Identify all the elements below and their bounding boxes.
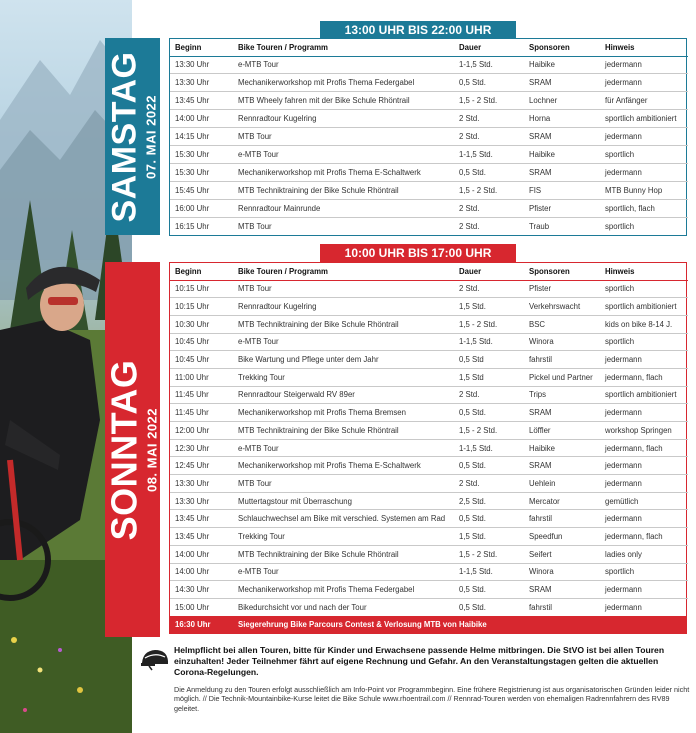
cell-programm: Rennradtour Mainrunde <box>233 199 454 217</box>
cell-sponsor: Haibike <box>524 439 600 457</box>
cell-beginn: 11:45 Uhr <box>170 404 233 422</box>
award-ceremony-row <box>170 616 686 633</box>
saturday-time-range: 13:00 UHR BIS 22:00 UHR <box>320 21 516 39</box>
header-beginn: Beginn <box>170 39 233 56</box>
cell-sponsor: Speedfun <box>524 528 600 546</box>
cell-hinweis: ladies only <box>600 545 688 563</box>
cell-hinweis: sportlich ambitioniert <box>600 386 688 404</box>
cell-programm: Rennradtour Kugelring <box>233 110 454 128</box>
cell-programm: Trekking Tour <box>233 528 454 546</box>
table-row <box>170 581 688 599</box>
cell-hinweis: für Anfänger <box>600 92 688 110</box>
cell-sponsor: fahrstil <box>524 510 600 528</box>
cell-hinweis: jedermann <box>600 74 688 92</box>
table-row <box>170 199 688 217</box>
cell-hinweis: jedermann, flach <box>600 368 688 386</box>
cell-programm: Mechanikerworkshop mit Profis Thema E-Schaltwerk <box>233 163 454 181</box>
cell-programm: MTB Tour <box>233 475 454 493</box>
cell-sponsor: Traub <box>524 217 600 235</box>
award-ceremony-text: Siegerehrung Bike Parcours Contest & Verlosung MTB von Haibike <box>238 620 487 630</box>
cell-sponsor: Haibike <box>524 145 600 163</box>
cell-beginn: 10:15 Uhr <box>175 284 210 294</box>
cell-programm: MTB Tour <box>233 217 454 235</box>
cell-dauer: 1,5 Std. <box>454 298 524 316</box>
cell-programm: Trekking Tour <box>233 368 454 386</box>
cell-programm: MTB Techniktraining der Bike Schule Rhöntrail <box>233 422 454 440</box>
cell-programm: Schlauchwechsel am Bike mit verschied. Systemen am Rad <box>233 510 454 528</box>
cell-sponsor: Lochner <box>524 92 600 110</box>
cell-programm: Mechanikerworkshop mit Profis Thema Bremsen <box>233 404 454 422</box>
table-row <box>170 528 688 546</box>
cell-dauer: 0,5 Std. <box>454 457 524 475</box>
table-row <box>170 475 688 493</box>
cell-hinweis: jedermann <box>600 351 688 369</box>
cell-dauer: 2 Std. <box>454 199 524 217</box>
cell-sponsor: Löffler <box>524 422 600 440</box>
header-sponsoren: Sponsoren <box>524 39 600 56</box>
cell-dauer: 1,5 - 2 Std. <box>454 545 524 563</box>
cell-beginn: 13:45 Uhr <box>170 92 233 110</box>
cell-dauer: 1-1,5 Std. <box>454 333 524 351</box>
cell-hinweis: sportlich ambitioniert <box>600 110 688 128</box>
cell-beginn: 13:30 Uhr <box>175 60 210 70</box>
cell-beginn: 13:30 Uhr <box>170 475 233 493</box>
cell-programm: Rennradtour Kugelring <box>233 298 454 316</box>
header-dauer: Dauer <box>454 263 524 280</box>
cell-sponsor: SRAM <box>524 163 600 181</box>
cell-dauer: 2,5 Std. <box>454 492 524 510</box>
cell-hinweis: jedermann, flach <box>600 439 688 457</box>
cell-programm: e-MTB Tour <box>233 145 454 163</box>
cell-beginn: 11:45 Uhr <box>170 386 233 404</box>
cell-sponsor: SRAM <box>524 581 600 599</box>
cell-sponsor: fahrstil <box>524 351 600 369</box>
cell-dauer: 1-1,5 Std. <box>454 145 524 163</box>
cell-sponsor: Winora <box>524 333 600 351</box>
cell-beginn: 10:45 Uhr <box>170 333 233 351</box>
cell-hinweis: jedermann, flach <box>600 528 688 546</box>
table-row <box>170 510 688 528</box>
cell-dauer: 0,5 Std. <box>454 404 524 422</box>
saturday-day-banner <box>105 38 160 235</box>
cell-dauer: 0,5 Std. <box>454 163 524 181</box>
cell-sponsor: Trips <box>524 386 600 404</box>
table-row <box>170 315 688 333</box>
cell-dauer: 2 Std. <box>459 284 480 294</box>
cell-dauer: 1-1,5 Std. <box>459 60 493 70</box>
table-row <box>170 128 688 146</box>
cell-hinweis: MTB Bunny Hop <box>600 181 688 199</box>
cell-beginn: 12:45 Uhr <box>170 457 233 475</box>
cell-hinweis: sportlich, flach <box>600 199 688 217</box>
cell-hinweis: sportlich ambitioniert <box>600 298 688 316</box>
cell-dauer: 0,5 Std. <box>454 74 524 92</box>
cell-dauer: 2 Std. <box>454 128 524 146</box>
cell-sponsor: BSC <box>524 315 600 333</box>
sunday-date: 08. MAI 2022 <box>144 407 160 492</box>
cell-beginn: 16:00 Uhr <box>170 199 233 217</box>
cell-programm: MTB Tour <box>233 128 454 146</box>
cell-sponsor: fahrstil <box>524 598 600 616</box>
table-row <box>170 563 688 581</box>
cell-programm: e-MTB Tour <box>233 563 454 581</box>
cell-sponsor: Horna <box>524 110 600 128</box>
cell-programm: Bikedurchsicht vor und nach der Tour <box>233 598 454 616</box>
cell-sponsor: Mercator <box>524 492 600 510</box>
cell-dauer: 1,5 - 2 Std. <box>454 422 524 440</box>
cell-hinweis: sportlich <box>600 145 688 163</box>
table-row <box>170 545 688 563</box>
cell-hinweis: jedermann <box>600 404 688 422</box>
header-programm: Bike Touren / Programm <box>233 263 454 280</box>
cell-programm: Mechanikerworkshop mit Profis Thema E-Schaltwerk <box>233 457 454 475</box>
cell-sponsor: FIS <box>524 181 600 199</box>
sunday-time-range: 10:00 UHR BIS 17:00 UHR <box>320 244 516 262</box>
table-row <box>170 351 688 369</box>
cell-hinweis: kids on bike 8-14 J. <box>600 315 688 333</box>
cell-programm: e-MTB Tour <box>233 333 454 351</box>
cell-programm: Bike Wartung und Pflege unter dem Jahr <box>233 351 454 369</box>
cell-programm: Mechanikerworkshop mit Profis Thema Federgabel <box>233 74 454 92</box>
table-row <box>170 110 688 128</box>
cell-beginn: 14:15 Uhr <box>170 128 233 146</box>
table-row <box>170 457 688 475</box>
table-row <box>170 280 688 298</box>
cell-beginn: 11:00 Uhr <box>170 368 233 386</box>
cell-hinweis: jedermann <box>600 457 688 475</box>
cell-dauer: 0,5 Std. <box>454 581 524 599</box>
cell-beginn: 14:00 Uhr <box>170 563 233 581</box>
header-programm: Bike Touren / Programm <box>233 39 454 56</box>
table-row <box>170 145 688 163</box>
cell-dauer: 1,5 Std. <box>454 528 524 546</box>
cell-sponsor: Uehlein <box>524 475 600 493</box>
cell-dauer: 1,5 - 2 Std. <box>454 181 524 199</box>
cell-dauer: 1-1,5 Std. <box>454 563 524 581</box>
header-hinweis: Hinweis <box>600 263 688 280</box>
cell-hinweis: sportlich <box>600 217 688 235</box>
cell-beginn: 13:30 Uhr <box>170 492 233 510</box>
cell-programm: Mechanikerworkshop mit Profis Thema Federgabel <box>233 581 454 599</box>
cell-beginn: 15:30 Uhr <box>170 145 233 163</box>
table-row <box>170 74 688 92</box>
cell-beginn: 14:00 Uhr <box>170 110 233 128</box>
cell-dauer: 1,5 Std <box>454 368 524 386</box>
cell-sponsor: SRAM <box>524 74 600 92</box>
cell-sponsor: Seifert <box>524 545 600 563</box>
table-row <box>170 92 688 110</box>
cell-beginn: 12:30 Uhr <box>170 439 233 457</box>
cell-programm: Muttertagstour mit Überraschung <box>233 492 454 510</box>
cell-dauer: 1,5 - 2 Std. <box>454 92 524 110</box>
cell-dauer: 0,5 Std. <box>454 510 524 528</box>
helmet-icon <box>140 647 170 671</box>
cell-hinweis: workshop Springen <box>600 422 688 440</box>
cell-beginn: 10:45 Uhr <box>170 351 233 369</box>
cell-sponsor: Winora <box>524 563 600 581</box>
cell-programm: MTB Techniktraining der Bike Schule Rhöntrail <box>233 315 454 333</box>
cell-programm: Rennradtour Steigerwald RV 89er <box>233 386 454 404</box>
cell-beginn: 13:45 Uhr <box>170 528 233 546</box>
table-row <box>170 439 688 457</box>
cell-dauer: 1,5 - 2 Std. <box>454 315 524 333</box>
registration-fine-print: Die Anmeldung zu den Touren erfolgt ausschließlich am Info-Point vor Programmbeginn. Eine frühere Registrierung ist aus organisatorischen Gründen leider nicht möglich. // Die Technik-Mountainbike-Kurse leitet die Bike Schule www.rhoentrail.com // Rennrad-Touren werden von ehemaligen Radrennfahrern des RV89 geleitet. <box>174 684 690 713</box>
cell-hinweis: jedermann <box>600 598 688 616</box>
cell-dauer: 0,5 Std. <box>454 598 524 616</box>
cell-sponsor: SRAM <box>524 457 600 475</box>
cell-hinweis: sportlich <box>600 333 688 351</box>
cell-hinweis: sportlich <box>605 284 635 294</box>
cell-programm: e-MTB Tour <box>238 60 279 70</box>
cell-hinweis: jedermann <box>600 128 688 146</box>
saturday-date: 07. MAI 2022 <box>143 94 159 179</box>
cell-dauer: 2 Std. <box>454 386 524 404</box>
cell-dauer: 2 Std. <box>454 475 524 493</box>
cell-sponsor: SRAM <box>524 404 600 422</box>
cell-beginn: 14:00 Uhr <box>170 545 233 563</box>
cell-sponsor: Pfister <box>524 199 600 217</box>
table-row <box>170 404 688 422</box>
table-row <box>170 333 688 351</box>
table-row <box>170 163 688 181</box>
cell-hinweis: sportlich <box>600 563 688 581</box>
cell-hinweis: jedermann <box>600 510 688 528</box>
cell-sponsor: Pickel und Partner <box>524 368 600 386</box>
cell-beginn: 15:45 Uhr <box>170 181 233 199</box>
cell-programm: MTB Techniktraining der Bike Schule Rhöntrail <box>233 545 454 563</box>
cell-beginn: 16:15 Uhr <box>170 217 233 235</box>
table-header-row <box>170 39 688 56</box>
cell-sponsor: SRAM <box>524 128 600 146</box>
footer-notes <box>140 645 690 714</box>
award-ceremony-time: 16:30 Uhr <box>175 620 211 630</box>
sunday-schedule-table <box>169 262 687 634</box>
table-row <box>170 598 688 616</box>
table-row <box>170 492 688 510</box>
table-row <box>170 217 688 235</box>
cell-beginn: 14:30 Uhr <box>170 581 233 599</box>
cell-beginn: 12:00 Uhr <box>170 422 233 440</box>
cell-programm: MTB Tour <box>238 284 272 294</box>
cell-programm: MTB Techniktraining der Bike Schule Rhöntrail <box>233 181 454 199</box>
table-header-row <box>170 263 688 280</box>
header-dauer: Dauer <box>454 39 524 56</box>
cell-dauer: 2 Std. <box>454 110 524 128</box>
cell-beginn: 15:30 Uhr <box>170 163 233 181</box>
helmet-notice: Helmpflicht bei allen Touren, bitte für Kinder und Erwachsene passende Helme mitbringen. Die StVO ist bei allen Touren einzuhalten! Jeder Teilnehmer fährt auf eigene Rechnung und Gefahr. An den Veranstaltungstagen gelten die aktuellen Corona-Regelungen. <box>174 645 665 678</box>
cell-sponsor: Haibike <box>529 60 556 70</box>
table-row <box>170 56 688 74</box>
cell-beginn: 13:30 Uhr <box>170 74 233 92</box>
table-row <box>170 386 688 404</box>
cell-sponsor: Pfister <box>529 284 552 294</box>
cell-sponsor: Verkehrswacht <box>524 298 600 316</box>
cell-programm: MTB Wheely fahren mit der Bike Schule Rhöntrail <box>233 92 454 110</box>
cell-beginn: 10:30 Uhr <box>170 315 233 333</box>
cell-dauer: 1-1,5 Std. <box>454 439 524 457</box>
cell-hinweis: jedermann <box>600 163 688 181</box>
table-row <box>170 422 688 440</box>
cell-hinweis: jedermann <box>600 475 688 493</box>
cell-beginn: 13:45 Uhr <box>170 510 233 528</box>
cell-dauer: 0,5 Std <box>454 351 524 369</box>
saturday-day-name: SAMSTAG <box>105 51 144 222</box>
sunday-day-name: SONNTAG <box>103 359 145 540</box>
table-row <box>170 298 688 316</box>
saturday-schedule-table <box>169 38 687 236</box>
cell-programm: e-MTB Tour <box>233 439 454 457</box>
header-beginn: Beginn <box>170 263 233 280</box>
cell-hinweis: jedermann <box>605 60 642 70</box>
cell-hinweis: gemütlich <box>600 492 688 510</box>
table-row <box>170 368 688 386</box>
cell-hinweis: jedermann <box>600 581 688 599</box>
cell-beginn: 10:15 Uhr <box>170 298 233 316</box>
cell-beginn: 15:00 Uhr <box>170 598 233 616</box>
table-row <box>170 181 688 199</box>
header-hinweis: Hinweis <box>600 39 688 56</box>
header-sponsoren: Sponsoren <box>524 263 600 280</box>
cell-dauer: 2 Std. <box>454 217 524 235</box>
sunday-day-banner <box>105 262 160 637</box>
